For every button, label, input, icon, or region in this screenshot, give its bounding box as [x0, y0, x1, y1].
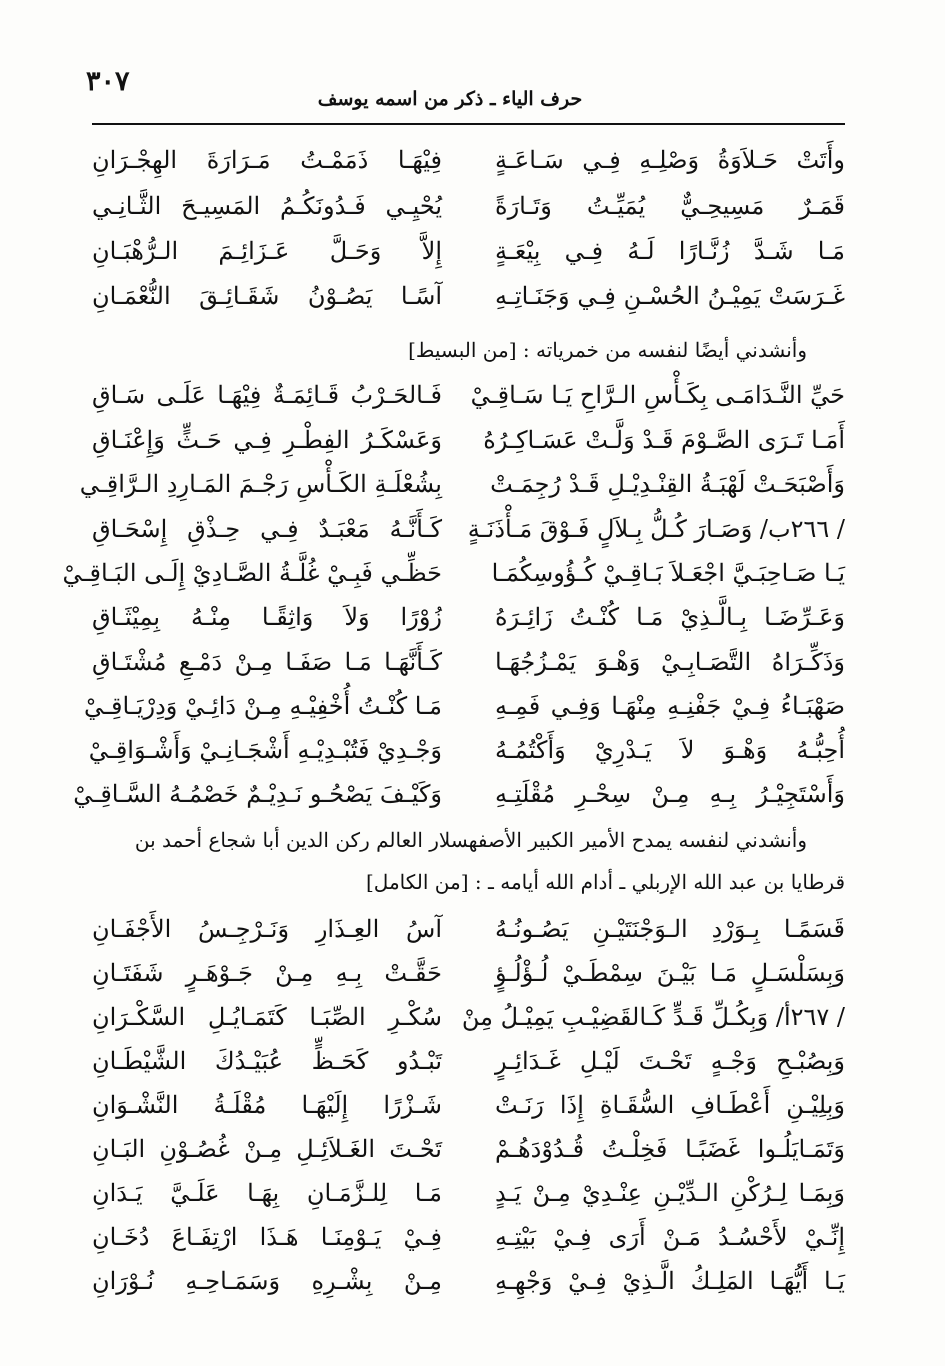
second-hemistich: تَبْـدُو كَحَـظٍّ عُبَيْـدُكَ الشَّيْطَـانِ — [92, 1047, 442, 1075]
second-hemistich: آسًـا يَصُـوْنُ شَقَـائِـقَ النُّعْمَـانِ — [92, 282, 442, 310]
second-hemistich: سُكْـرِ الصِّبَـا كَتَمَـايُـلِ السَّكْـرَانِ — [92, 1003, 442, 1031]
poem-verse — [92, 274, 845, 318]
poem-verse — [92, 184, 845, 228]
second-hemistich: كَـأَنَّهَـا مَـا صَفَـا مِـنْ دَمْـعِ مُشْتَـاقِ — [92, 648, 442, 676]
first-hemistich: وأَتَتْ حَـلاَوَةُ وَصْلِـهِ فِـي سَـاعَـةٍ — [495, 146, 845, 174]
second-hemistich: إِلاَّ وَحَـلَّ عَـزَائِـمَ الـرُّهْبَـانِ — [92, 237, 442, 265]
poem-introduction — [92, 330, 845, 370]
second-hemistich: كَـأَنَّـهُ مَعْبَـدٌ فِـي حِـذْقِ إِسْحَـاقِ — [92, 515, 442, 543]
second-hemistich: وَعَسْكَـرُ الفِطْـرِ فِـي حَـثٍّ وَإِعْنَـاقِ — [92, 426, 442, 454]
poem-verse — [79, 462, 845, 506]
poem-verse — [92, 1083, 845, 1127]
first-hemistich: وَتَمَـايَلُـوا غَضَبًـا فَخِلْـتُ قُـدُوْدَهُـمْ — [495, 1135, 845, 1163]
poem-verse — [92, 640, 845, 684]
poem-verse — [92, 595, 845, 639]
first-hemistich: أَمَـا تَـرَى الصَّـوْمَ قَـدْ وَلَّـتْ عَسَـاكِـرُهُ — [483, 426, 845, 454]
first-hemistich: وَعَـرِّضَـا بِـالَّـذِيْ مَـا كُنْـتُ زَائِـرَهُ — [495, 603, 845, 631]
first-hemistich: مَـا شَـدَّ زُنَّـارًا لَـهُ فِـي بِيْعَـةٍ — [495, 237, 845, 265]
first-hemistich: / ٢٦٦ب/ وَصَـارَ كُـلُّ بِـلاَلٍ فَـوْقَ مَـأْذَنَـةٍ — [467, 515, 845, 543]
first-hemistich: إِنِّـيْ لأَحْسُـدُ مَـنْ أَرَى فِـيْ بَيْتِـهِ — [495, 1223, 845, 1251]
second-hemistich: مَـا كُنْـتُ أُخْفِيْـهِ مِـنْ دَائِـيْ وَدِرْيَـاقِـيْ — [83, 692, 442, 720]
second-hemistich: حَقَّـتْ بِـهِ مِـنْ جَـوْهَـرٍ شَفَتَـانِ — [92, 959, 442, 987]
first-hemistich: يَـا صَـاحِبَـيَّ اجْعَـلاَ بَـاقِـيْ كُـؤُوسِكُمَـا — [491, 559, 845, 587]
page-number: ٣٠٧ — [86, 66, 130, 97]
poem-verse — [92, 507, 845, 551]
second-hemistich: زُوْرًا وَلاَ وَاثِقًـا مِنْـهُ بِمِيْثَـاقِ — [92, 603, 442, 631]
second-hemistich: وَكَيْـفَ يَصْحُـو نَـدِيْـمٌ خَصْمُـهُ السَّـاقِـيْ — [73, 780, 442, 808]
second-hemistich: فَـالحَـرْبُ قَـائِمَـةٌ فِيْهَـا عَلَـى سَـاقِ — [92, 381, 442, 409]
first-hemistich: قَسَمًـا بِـوَرْدِ الـوَجْنَتَيْـنِ يَصُـونُـهُ — [495, 915, 845, 943]
second-hemistich: تَحْـتَ الغَـلاَئِـلِ مِـنْ غُصُـوْنِ البَـانِ — [92, 1135, 442, 1163]
poem-introduction-continued — [92, 862, 845, 902]
second-hemistich: بِشُعْلَـةِ الكَـأْسِ رَجْـمَ المَـارِدِ الـرَّاقِـي — [79, 470, 442, 498]
poem-verse — [92, 373, 845, 417]
poem-introduction — [92, 820, 845, 860]
first-hemistich: وَأَصْبَحَـتْ لَهْبَـةُ القِنْـدِيْـلِ قَـدْ رُجِمَـتْ — [490, 470, 845, 498]
poem-verse — [88, 728, 845, 772]
first-hemistich: وَبِلِيْـنِ أَعْطَـافِ السُّقَـاةِ إِذَا رَنَـتْ — [495, 1091, 845, 1119]
second-hemistich: وَجْـدِيْ فَتُبْـدِيْـهِ أَشْجَـانِـيْ وَأَشْـوَاقِـيْ — [88, 736, 442, 764]
poem-verse — [92, 418, 845, 462]
first-hemistich: حَيِّ النَّـدَامَـى بِكَـأْسِ الـرَّاحِ يَـا سَـاقِـيْ — [470, 381, 845, 409]
first-hemistich: وَبِسَلْسَـلٍ مَـا بَيْـنَ سِمْطَـيْ لُـؤْلُـؤٍ — [495, 959, 845, 987]
poem-verse — [83, 684, 845, 728]
poem-verse — [62, 551, 845, 595]
poem-verse — [92, 1171, 845, 1215]
introduction-text: وأنشدني لنفسه يمدح الأمير الكبير الأصفهسلار العالم ركن الدين أبا شجاع أحمد بن — [134, 828, 807, 852]
poem-verse — [92, 1127, 845, 1171]
second-hemistich: مَـا لِلـزَّمَـانِ بِهَـا عَلَـيَّ يَـدَانِ — [92, 1179, 442, 1207]
introduction-text: قرطايا بن عبد الله الإربلي ـ أدام الله أيامه ـ : — [474, 870, 845, 894]
header-rule — [92, 123, 845, 125]
running-title: حرف الياء ـ ذكر من اسمه يوسف — [317, 88, 583, 110]
second-hemistich: حَظِّـي فَبِـيْ غُلَّـةُ الصَّـادِيْ إِلَـى البَـاقِـيْ — [62, 559, 442, 587]
second-hemistich: مِـنْ بِشْـرِهِ وَسَمَـاحِـهِ نُـوْرَانِ — [92, 1267, 442, 1295]
poem-verse — [73, 772, 845, 816]
poem-verse — [92, 1259, 845, 1303]
first-hemistich: وَأَسْتَجِيْـرُ بِـهِ مِـنْ سِحْـرِ مُقْلَتِـهِ — [495, 780, 845, 808]
poem-verse — [92, 907, 845, 951]
poem-verse — [92, 1215, 845, 1259]
poem-verse — [92, 138, 845, 182]
first-hemistich: وَبِمَـا لِـرُكْنِ الـدِّيْـنِ عِنْـدِيْ مِـنْ يَـدٍ — [495, 1179, 845, 1207]
poem-verse — [92, 995, 845, 1039]
first-hemistich: وَبِصُبْـحِ وَجْـهٍ تَحْـتَ لَيْـلِ غَـدَائِـرٍ — [495, 1047, 845, 1075]
first-hemistich: قَمَـرٌ مَسِيحِـيٌّ يُمَيِّـتُ وَتَـارَةً — [495, 192, 845, 220]
poem-verse — [92, 951, 845, 995]
second-hemistich: شَـزْرًا إِلَيْهَـا مُقْلَـةُ النَّشْـوَانِ — [92, 1091, 442, 1119]
meter-label: [من الكامل] — [366, 870, 469, 894]
second-hemistich: فِيْهَـا ذَمَمْـتُ مَـرَارَةَ الهِجْـرَانِ — [92, 146, 442, 174]
first-hemistich: غَـرَسَتْ يَمِيْـنُ الحُسْـنِ فِـي وَجَنَـاتِـهِ — [495, 282, 845, 310]
second-hemistich: فِـيْ يَـوْمِنَـا هَـذَا ارْتِفَـاعَ دُخَـانِ — [92, 1223, 442, 1251]
meter-label: [من البسيط] — [408, 338, 517, 362]
introduction-text: وأنشدني أيضًا لنفسه من خمرياته : — [522, 338, 807, 362]
poem-verse — [92, 229, 845, 273]
poem-verse — [92, 1039, 845, 1083]
first-hemistich: / ٢٦٧أ/ وَبِكُـلِّ قَـدٍّ كَـالقَضِيْـبِ يَمِيْـلُ مِنْ — [461, 1003, 845, 1031]
first-hemistich: وَذَكِّـرَاهُ التَّصَـابِـيْ وَهْـوَ يَمْـزُجُهَـا — [495, 648, 845, 676]
first-hemistich: أُحِبُّـهُ وَهْـوَ لاَ يَـدْرِيْ وَأَكْتُمُـهُ — [495, 736, 845, 764]
second-hemistich: آسُ العِـذَارِ وَنَـرْجِـسُ الأَجْفَـانِ — [92, 915, 442, 943]
first-hemistich: يَـا أَيُّهَـا المَلِـكُ الَّـذِيْ فِـيْ وَجْهِـهِ — [495, 1267, 845, 1295]
first-hemistich: صَهْبَـاءُ فِـيْ جَفْنِـهِ مِنْهَـا وَفِـي فَمِـهِ — [495, 692, 845, 720]
second-hemistich: يُحْيِـي فَـدُونَكُـمُ المَسِيـحَ الثَّـانِـي — [92, 192, 442, 220]
